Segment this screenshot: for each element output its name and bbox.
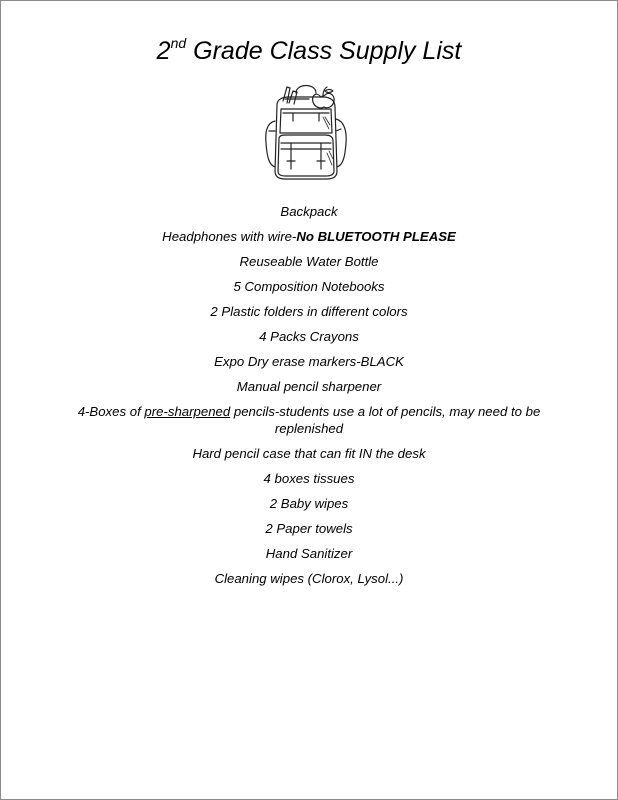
list-item: Hand Sanitizer: [265, 546, 353, 561]
list-item: 4-Boxes of pre-sharpened pencils-students use a lot of pencils, may need to be replenished: [77, 404, 541, 436]
title-text: Grade Class Supply List: [193, 37, 462, 65]
list-item: Manual pencil sharpener: [236, 379, 382, 394]
list-item: Hard pencil case that can fit IN the desk: [192, 446, 426, 461]
list-item: Backpack: [280, 204, 338, 219]
list-item: Reuseable Water Bottle: [239, 254, 379, 269]
list-item: 5 Composition Notebooks: [233, 279, 385, 294]
underlined-text: pre-sharpened: [144, 404, 231, 419]
title-superscript: nd: [170, 35, 187, 51]
supply-list: [41, 203, 577, 587]
list-item: Cleaning wipes (Clorox, Lysol...): [214, 571, 404, 586]
list-item: 2 Paper towels: [265, 521, 353, 536]
list-item: 4 boxes tissues: [263, 471, 355, 486]
list-item: Headphones with wire-No BLUETOOTH PLEASE: [162, 229, 456, 244]
backpack-icon: [263, 79, 349, 183]
page-title: [1, 35, 617, 67]
list-item: 4 Packs Crayons: [259, 329, 359, 344]
emphasis-text: No BLUETOOTH PLEASE: [296, 229, 456, 244]
list-item: Expo Dry erase markers-BLACK: [214, 354, 404, 369]
title-number: 2: [156, 37, 171, 65]
list-item: 2 Baby wipes: [269, 496, 349, 511]
list-item: 2 Plastic folders in different colors: [210, 304, 408, 319]
